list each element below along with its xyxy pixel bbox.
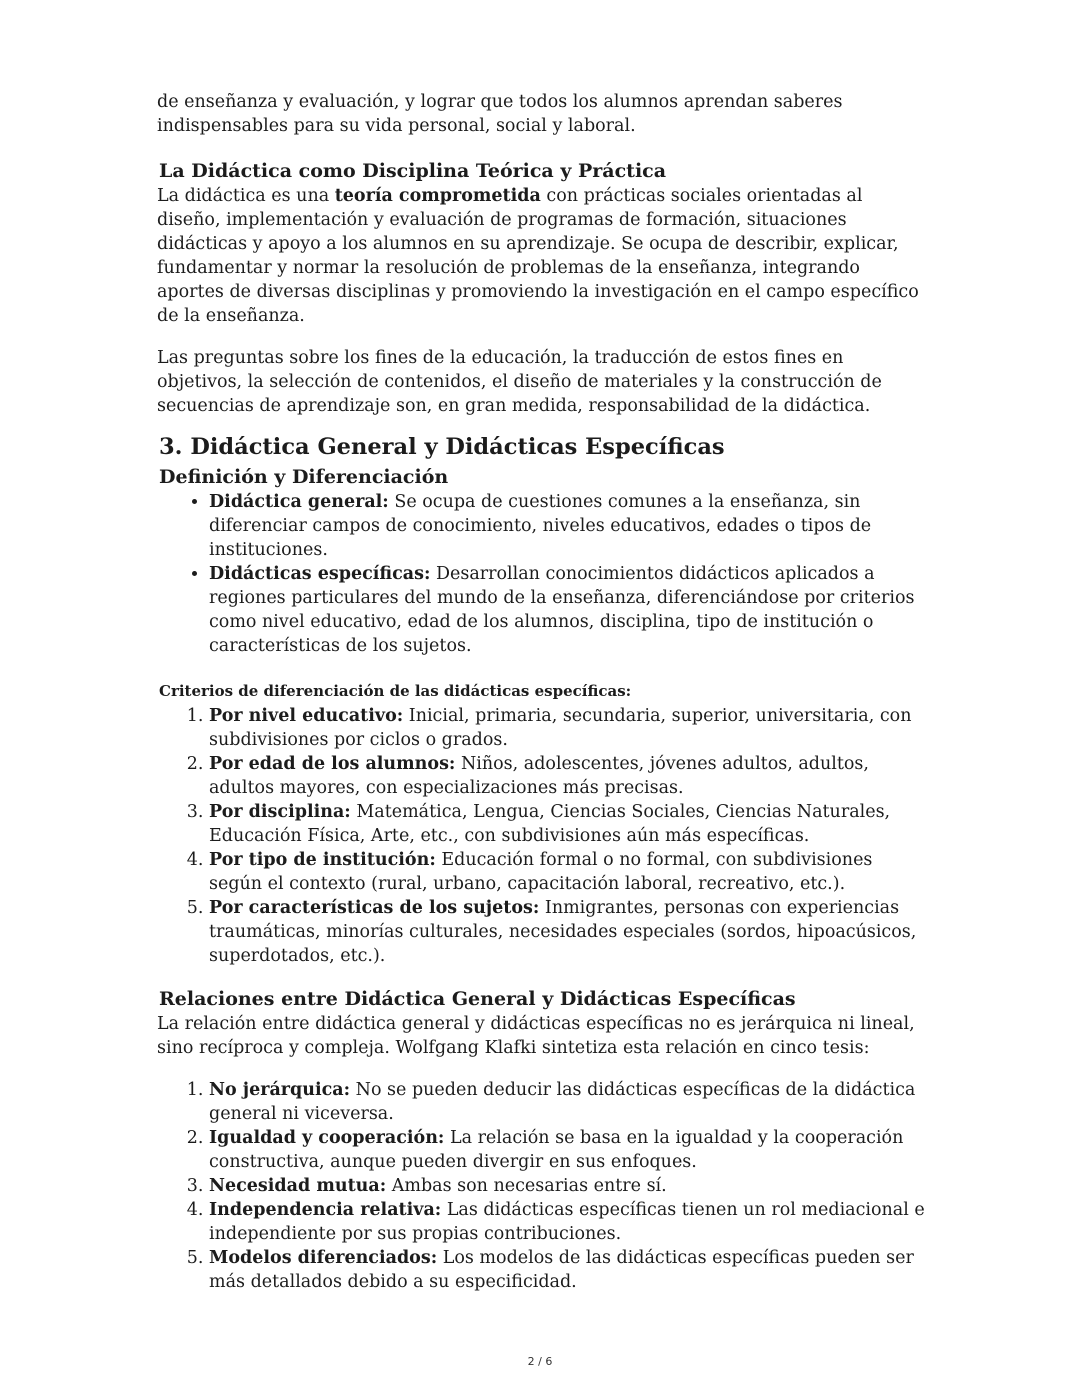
list-item [209,704,927,752]
text-run: La didáctica es una [157,186,335,206]
item-term: No jerárquica: [209,1080,351,1100]
paragraph-teoria-comprometida [157,184,927,328]
item-text: Inicial, primaria, secundaria, superior, universitaria, con subdivisiones por ciclos o grados. [209,706,912,750]
list-item [209,800,927,848]
item-term: Por tipo de institución: [209,850,436,870]
item-term: Por características de los sujetos: [209,898,540,918]
list-item [209,896,927,968]
relaciones-list [157,1078,927,1294]
criterios-list [157,704,927,968]
item-term: Didácticas específicas: [209,564,431,584]
item-term: Independencia relativa: [209,1200,442,1220]
list-item [209,490,927,562]
item-term: Por nivel educativo: [209,706,404,726]
item-term: Didáctica general: [209,492,389,512]
list-item [209,848,927,896]
list-item [209,1174,927,1198]
item-term: Igualdad y cooperación: [209,1128,445,1148]
item-text: Los modelos de las didácticas específicas pueden ser más detallados debido a su especificidad. [209,1248,914,1292]
list-item [209,1198,927,1246]
item-term: Modelos diferenciados: [209,1248,438,1268]
section-3-heading: 3. Didáctica General y Didácticas Específicas [159,434,725,460]
item-text: Las didácticas específicas tienen un rol mediacional e independiente por sus propias contribuciones. [209,1200,925,1244]
bold-term: teoría comprometida [334,186,541,206]
page-content [157,90,927,1294]
list-item [209,1126,927,1174]
item-text: Niños, adolescentes, jóvenes adultos, adultos, adultos mayores, con especializaciones más precisas. [209,754,869,798]
list-item [209,562,927,658]
list-item [209,1246,927,1294]
text-run: con prácticas sociales orientadas al diseño, implementación y evaluación de programas de formación, situaciones didácticas y apoyo a los alumnos en su aprendizaje. Se ocupa de describir, explicar, fundamentar y normar la resolución de problemas de la enseñanza, integrando aportes de diversas disciplinas y promoviendo la investigación en el campo específico de la enseñanza. [157,186,919,326]
item-text: No se pueden deducir las didácticas específicas de la didáctica general ni viceversa. [209,1080,916,1124]
item-text: Matemática, Lengua, Ciencias Sociales, Ciencias Naturales, Educación Física, Arte, etc., con subdivisiones aún más específicas. [209,802,891,846]
heading-relaciones: Relaciones entre Didáctica General y Didácticas Específicas [159,988,796,1010]
item-text: La relación se basa en la igualdad y la cooperación constructiva, aunque pueden divergir en sus enfoques. [209,1128,904,1172]
page-number: 2 / 6 [527,1355,553,1368]
intro-paragraph: de enseñanza y evaluación, y lograr que todos los alumnos aprendan saberes indispensables para su vida personal, social y laboral. [157,92,843,136]
paragraph-preguntas-fines: Las preguntas sobre los fines de la educación, la traducción de estos fines en objetivos, la selección de contenidos, el diseño de materiales y la construcción de secuencias de aprendizaje son, en gran medida, responsabilidad de la didáctica. [157,348,882,416]
item-text: Desarrollan conocimientos didácticos aplicados a regiones particulares del mundo de la enseñanza, diferenciándose por criterios como nivel educativo, edad de los alumnos, disciplina, tipo de institución o características de los sujetos. [209,564,915,656]
list-item [209,1078,927,1126]
definicion-list [157,490,927,658]
item-text: Se ocupa de cuestiones comunes a la enseñanza, sin diferenciar campos de conocimiento, niveles educativos, edades o tipos de instituciones. [209,492,872,560]
list-item [209,752,927,800]
paragraph-relaciones-intro: La relación entre didáctica general y didácticas específicas no es jerárquica ni lineal, sino recíproca y compleja. Wolfgang Klafki sintetiza esta relación en cinco tesis: [157,1014,915,1058]
item-text: Educación formal o no formal, con subdivisiones según el contexto (rural, urbano, capacitación laboral, recreativo, etc.). [209,850,873,894]
heading-criterios: Criterios de diferenciación de las didácticas específicas: [159,682,632,700]
item-text: Ambas son necesarias entre sí. [386,1176,667,1196]
heading-definicion: Definición y Diferenciación [159,466,449,488]
item-text: Inmigrantes, personas con experiencias traumáticas, minorías culturales, necesidades especiales (sordos, hipoacúsicos, superdotados, etc.). [209,898,917,966]
item-term: Necesidad mutua: [209,1176,387,1196]
item-term: Por edad de los alumnos: [209,754,456,774]
item-term: Por disciplina: [209,802,351,822]
heading-teorica-practica: La Didáctica como Disciplina Teórica y Práctica [159,160,667,182]
